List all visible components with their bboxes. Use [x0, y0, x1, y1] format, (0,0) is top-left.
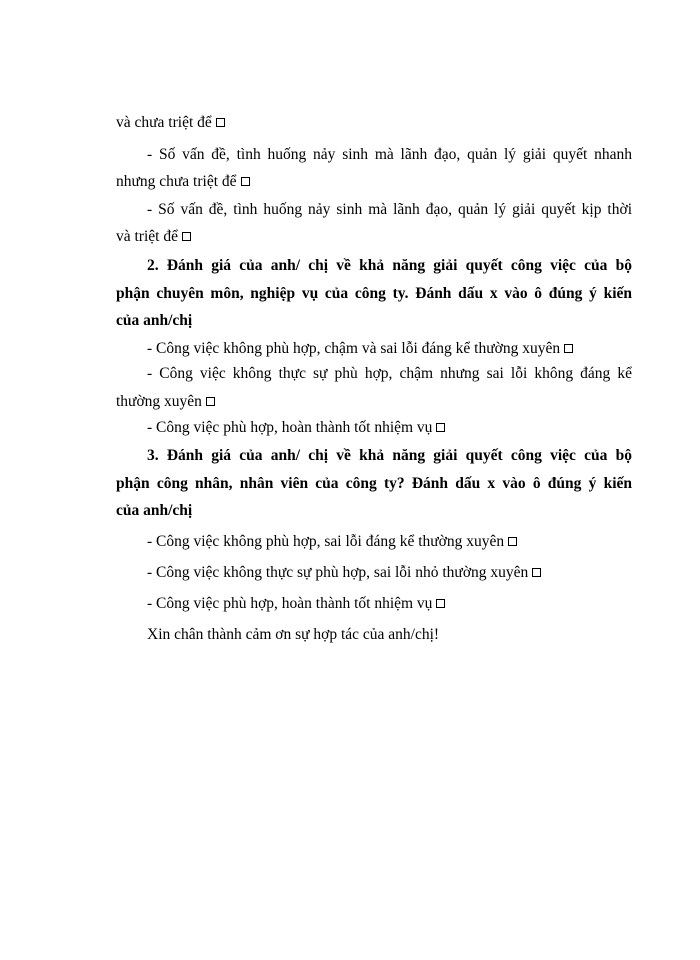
option-line: - Công việc không thực sự phù hợp, sai lỗi nhỏ thường xuyên [147, 563, 541, 583]
checkbox[interactable] [182, 232, 191, 241]
checkbox[interactable] [508, 537, 517, 546]
text-line: - Số vấn đề, tình huống nảy sinh mà lãnh đạo, quản lý giải quyết nhanh [147, 146, 632, 163]
question-heading: phận chuyên môn, nghiệp vụ của công ty. Đánh dấu x vào ô đúng ý kiến [116, 285, 632, 302]
option-line: - Công việc phù hợp, hoàn thành tốt nhiệm vụ [147, 594, 445, 614]
option-line: - Công việc không phù hợp, chậm và sai lỗi đáng kể thường xuyên [147, 339, 573, 359]
question-heading: của anh/chị [116, 502, 193, 519]
text-line: và triệt để [116, 227, 191, 247]
option-line: - Công việc không phù hợp, sai lỗi đáng kể thường xuyên [147, 532, 517, 552]
option-line: - Công việc phù hợp, hoàn thành tốt nhiệm vụ [147, 418, 445, 438]
question-heading: 3. Đánh giá của anh/ chị về khả năng giải quyết công việc của bộ [147, 447, 632, 464]
checkbox[interactable] [206, 397, 215, 406]
checkbox[interactable] [564, 344, 573, 353]
text-line: nhưng chưa triệt để [116, 172, 250, 192]
question-heading: phận công nhân, nhân viên của công ty? Đánh dấu x vào ô đúng ý kiến [116, 475, 632, 492]
question-heading: của anh/chị [116, 312, 193, 329]
text-line: và chưa triệt để [116, 113, 225, 133]
checkbox[interactable] [532, 568, 541, 577]
option-line: - Công việc không thực sự phù hợp, chậm nhưng sai lỗi không đáng kể [147, 365, 632, 382]
checkbox[interactable] [241, 177, 250, 186]
option-line: thường xuyên [116, 392, 215, 412]
checkbox[interactable] [216, 118, 225, 127]
text-line: - Số vấn đề, tình huống nảy sinh mà lãnh đạo, quản lý giải quyết kịp thời [147, 201, 632, 218]
checkbox[interactable] [436, 599, 445, 608]
closing-thanks: Xin chân thành cảm ơn sự hợp tác của anh/chị! [147, 626, 440, 643]
question-heading: 2. Đánh giá của anh/ chị về khả năng giải quyết công việc của bộ [147, 257, 632, 274]
checkbox[interactable] [436, 423, 445, 432]
